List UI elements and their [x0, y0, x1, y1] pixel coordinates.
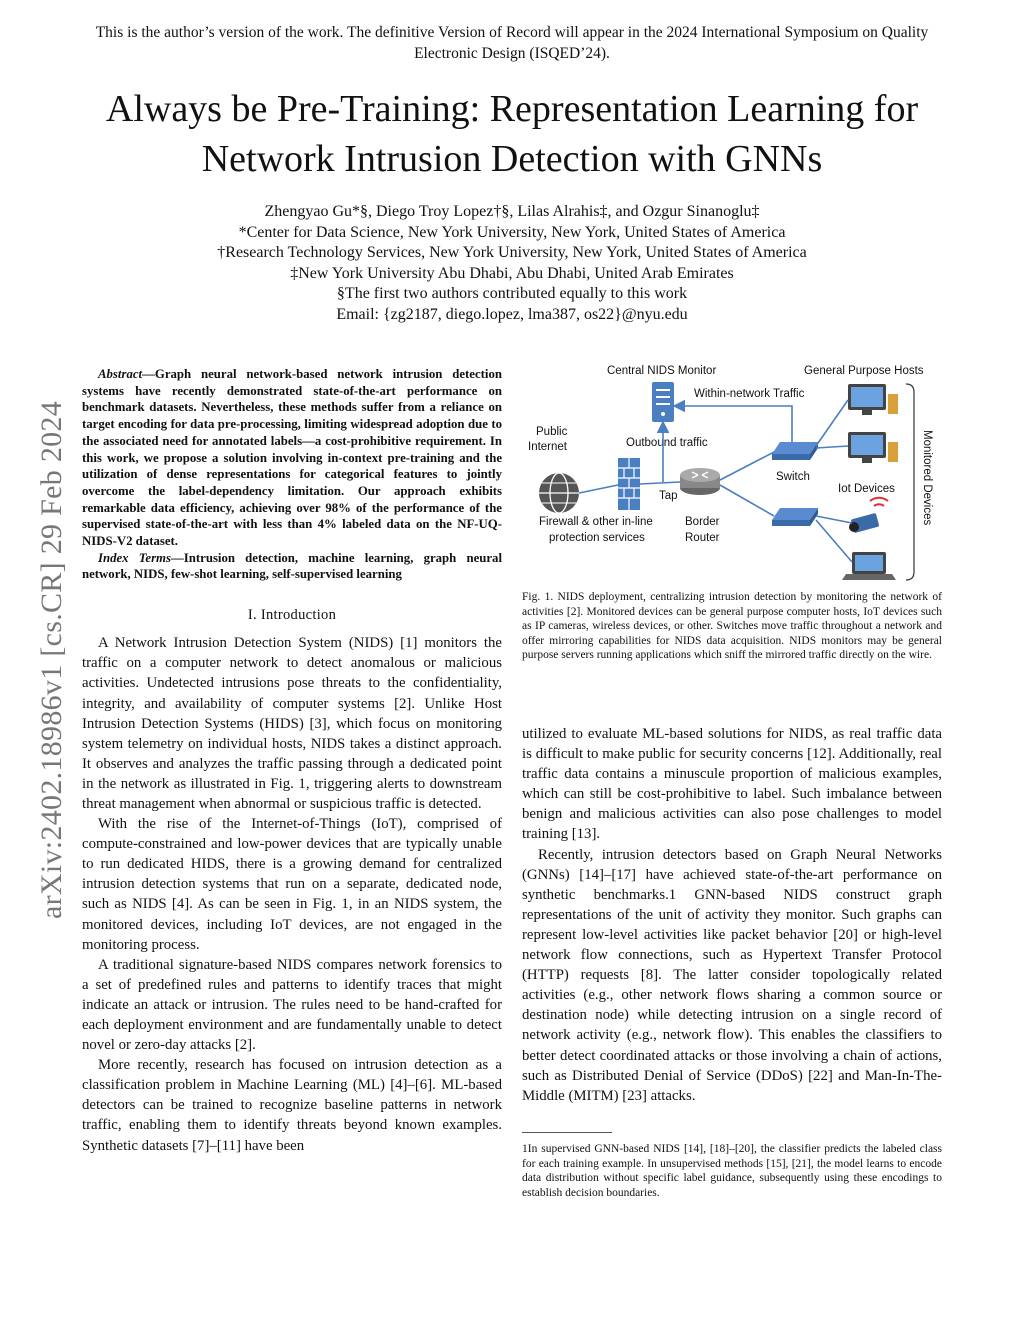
label-general-hosts: General Purpose Hosts: [804, 365, 924, 377]
abstract-text: —Graph neural network-based network intrusion detection systems have recently demonstrated state-of-the-art performance on benchmark datasets. Nevertheless, these methods suffer from a reliance on target encoding for data pre-processing, limiting widespread adoption due to the associated need for annotated labels—a cost-prohibitive requirement. In this work, we propose a solution involving in-context pre-training and the utilization of dense representations for categorical features to jointly overcome the label-dependency limitation. Our approach exhibits remarkable data efficiency, achieving over 98% of the performance of the supervised state-of-the-art with less than 4% labeled data on the NF-UQ-NIDS-V2 dataset.: [82, 367, 502, 549]
label-within-traffic: Within-network Traffic: [694, 388, 805, 400]
publication-notice: This is the author’s version of the work. The definitive Version of Record will appear in the 2024 International Symposium on Quality Electronic Design (ISQED’24).: [95, 24, 929, 62]
switch-icon: [772, 442, 818, 460]
switch-icon: [772, 508, 818, 526]
index-terms-label: Index Terms: [98, 550, 171, 565]
label-border-1: Border: [685, 516, 720, 528]
camera-icon: [849, 498, 888, 533]
paper-title: Always be Pre-Training: Representation Learning for Network Intrusion Detection with GNNs: [105, 88, 919, 180]
figure-caption: Fig. 1. NIDS deployment, centralizing intrusion detection by monitoring the network of activities [2]. Monitored devices can be general purpose computer hosts, IoT devices such as IP cameras, wireless devices, or other. Switches move traffic throughout a network and offer mirroring capabilities for NIDS data acquisition. NIDS monitors may be general purpose servers running applications which sniff the mirrored traffic directly on the wire.: [522, 591, 942, 662]
label-public-2: Internet: [528, 441, 567, 453]
author-block: [100, 202, 924, 326]
firewall-icon: [618, 458, 640, 510]
figure-1-nids-diagram: [522, 360, 942, 590]
footnote-rule: [522, 1132, 612, 1133]
section-heading-introduction: I. Introduction: [247, 607, 337, 624]
label-border-2: Router: [685, 532, 720, 544]
computer-icon: [848, 432, 898, 463]
footnote-1: 1In supervised GNN-based NIDS [14], [18]–[20], the classifier predicts the labeled class for each training example. In unsupervised methods [15], [21], the model learns to encode data distribution without specific label guidance, subsequently using these encodings to establish decision boundaries.: [522, 1143, 942, 1199]
abstract: [82, 366, 502, 583]
affiliation-2: †Research Technology Services, New York University, New York, United States of America: [217, 244, 807, 262]
index-terms-text: —Intrusion detection, machine learning, graph neural network, NIDS, few-shot learning, self-supervised learning: [82, 550, 502, 582]
affiliation-1: *Center for Data Science, New York University, New York, United States of America: [238, 223, 786, 241]
server-icon: [652, 382, 674, 422]
left-paragraph-4: More recently, research has focused on intrusion detection as a classification problem in Machine Learning (ML) [4]–[6]. ML-based detectors can be trained to recognize baseline patterns in network traffic, enabling them to identify threats beyond known examples. Synthetic datasets [7]–[11] have been: [82, 1057, 502, 1154]
label-tap: Tap: [659, 490, 678, 502]
label-monitored: Monitored Devices: [921, 430, 933, 526]
arxiv-id: arXiv:2402.18986v1 [cs.CR] 29 Feb 2024: [35, 400, 68, 920]
author-email: Email: {zg2187, diego.lopez, lma387, os22}@nyu.edu: [336, 305, 688, 323]
left-paragraph-3: A traditional signature-based NIDS compares network forensics to a set of predefined rules and patterns to identify traces that might indicate an attack or intrusion. The rules need to be hand-crafted for each deployment environment and are fundamentally unable to detect novel or zero-day attacks [2].: [82, 956, 502, 1054]
label-outbound: Outbound traffic: [626, 437, 708, 449]
label-public-1: Public: [536, 426, 568, 438]
right-column: [522, 724, 942, 1106]
left-paragraph-1: A Network Intrusion Detection System (NIDS) [1] monitors the traffic on a computer network to detect anomalous or malicious activities. Undetected intrusions pose threats to the confidentiality, integrity, and availability of computer systems [2]. Unlike Host Intrusion Detection Systems (HIDS) [3], which focus on monitoring system telemetry on individual hosts, NIDS takes a distinct approach. It observes and analyzes the traffic passing through a dedicated point in the network as illustrated in Fig. 1, triggering alerts to downstream threat management when abnormal or suspicious traffic is detected.: [82, 635, 502, 812]
arxiv-sidebar: [30, 350, 74, 970]
affiliation-3: ‡New York University Abu Dhabi, Abu Dhabi, United Arab Emirates: [290, 264, 734, 282]
label-switch: Switch: [776, 471, 810, 483]
computer-icon: [848, 384, 898, 415]
router-icon: [680, 468, 720, 495]
left-paragraph-2: With the rise of the Internet-of-Things (IoT), comprised of compute-constrained and low-power devices that are typically unable to run dedicated HIDS, there is a growing demand for centralized intrusion detection systems that run on a separate, dedicated node, such as NIDS [4]. As can be seen in Fig. 1, in an NIDS system, the monitored devices, including IoT devices, are not engaged in the monitoring process.: [82, 816, 502, 953]
left-column: [82, 366, 502, 1156]
label-firewall-1: Firewall & other in-line: [539, 516, 653, 528]
monitored-bracket: [906, 384, 914, 580]
label-firewall-2: protection services: [549, 532, 645, 544]
right-paragraph-2: Recently, intrusion detectors based on Graph Neural Networks (GNNs) [14]–[17] have achieved state-of-the-art performance on synthetic benchmarks.1 GNN-based NIDS construct graph representations of the unit of activity they monitor. Such graphs can represent low-level activities like packet behavior [20] or high-level network flow connections, such as Hypertext Transfer Protocol (HTTP) requests [8]. The latter consider topologically related activities (e.g., other network flows sharing a common source or destination node) while detecting intrusion on a single record of network activity (e.g., network flow). This enables the classifiers to better detect coordinated attacks or those involving a chain of actions, such as Distributed Denial of Service (DDoS) [22] and Man-In-The-Middle (MITM) [23] attacks.: [522, 846, 942, 1104]
laptop-icon: [842, 552, 896, 580]
abstract-label: Abstract: [98, 367, 143, 381]
affiliation-4: §The first two authors contributed equally to this work: [336, 285, 688, 303]
globe-icon: [539, 473, 579, 513]
label-iot: Iot Devices: [838, 483, 895, 495]
right-paragraph-1: utilized to evaluate ML-based solutions for NIDS, as real traffic data is difficult to make public for security concerns [12]. Additionally, real traffic data contains a minuscule proportion of malicious examples, which can still be cost-prohibitive to label. Such imbalance between benign and malicious activities can also pose challenges to model training [13].: [522, 726, 942, 843]
author-names: Zhengyao Gu*§, Diego Troy Lopez†§, Lilas Alrahis‡, and Ozgur Sinanoglu‡: [264, 203, 760, 220]
label-central-monitor: Central NIDS Monitor: [607, 365, 717, 377]
